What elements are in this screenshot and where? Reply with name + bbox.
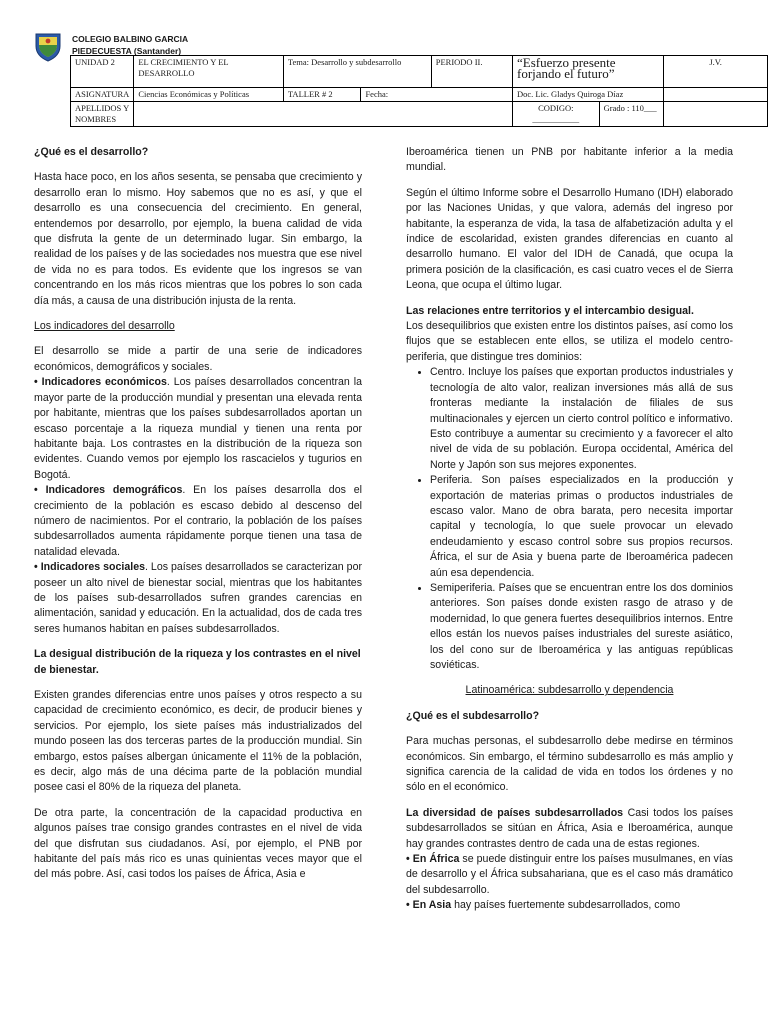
paragraph-indicadores: El desarrollo se mide a partir de una serie de indicadores económicos, demográficos y sociales. [34, 345, 362, 373]
list-item-centro: • Centro. Incluye los países que exportan productos industriales y tecnología de alto valor, realizan inversiones más allá de sus fronteras mediante la instalación de filiales de sus multinacionales y ejercen un cierto control político e informativo. Esto contribuye a aumentar su crecimiento y a favorecer el alto nivel de vida de su población. Europa occidental, América del Norte y Japón son sus mejores exponentes. [430, 365, 733, 473]
motto-cell: “Esfuerzo presente forjando el futuro” [513, 56, 664, 88]
tema-cell: Tema: Desarrollo y subdesarrollo [283, 56, 431, 88]
label-ind-economicos: • Indicadores económicos [34, 376, 167, 389]
paragraph-diversidad [406, 806, 733, 852]
paragraph-ind-demograficos [34, 483, 362, 560]
asignatura-label-cell: ASIGNATURA [71, 88, 134, 102]
name-input-cell[interactable] [134, 102, 513, 127]
paragraph-africa [406, 852, 733, 898]
right-column [406, 145, 733, 914]
paragraph-ind-sociales [34, 560, 362, 637]
subject-cell: Ciencias Económicas y Políticas [134, 88, 284, 102]
text-asia: hay países fuertemente subdesarrollados, como [451, 899, 681, 912]
heading-indicadores: Los indicadores del desarrollo [34, 320, 175, 333]
paragraph-idh: Según el último Informe sobre el Desarrollo Humano (IDH) elaborado por las Naciones Unidas, y que valora, además del ingreso por habitante, la esperanza de vida, la tasa de alfabetización adulta y el índice de escolaridad, existen grandes diferencias en cuanto al desarrollo humano. El valor del IDH de Canadá, que ocupa la primera posición de la clasificación, es casi cuatro veces el de Sierra Leona, que ocupa el último lugar. [406, 186, 733, 292]
heading-latinoamerica: Latinoamérica: subdesarrollo y dependencia [465, 684, 674, 697]
paragraph-centro-periferia: Los desequilibrios que existen entre los distintos países, así como los flujos que se establecen ente ellos, se utiliza el modelo centro-periferia, que distingue tres dominios: [406, 320, 733, 363]
codigo-cell: CODIGO: ___________ [513, 102, 600, 127]
label-asia: • En Asia [406, 899, 452, 912]
unidad-title-cell: EL CRECIMIENTO Y EL DESARROLLO [134, 56, 284, 88]
heading-que-es-desarrollo: ¿Qué es el desarrollo? [34, 146, 149, 158]
heading-desigual-distribucion: La desigual distribución de la riqueza y los contrastes en el nivel de bienestar. [34, 648, 361, 676]
school-city: PIEDECUESTA (Santander) [72, 46, 182, 56]
paragraph-pnb: Iberoamérica tienen un PNB por habitante inferior a la media mundial. [406, 146, 733, 174]
left-column [34, 145, 362, 893]
paragraph-subdesarrollo: Para muchas personas, el subdesarrollo debe medirse en términos económicos. Sin embargo, el término subdesarrollo es más amplio y significa carencia de la calidad de vida en todos los órdenes y no sólo en el económico. [406, 735, 733, 794]
fecha-cell: Fecha: [361, 88, 513, 102]
paragraph-diferencias: Existen grandes diferencias entre unos países y otros respecto a su capacidad de crecimiento económico, es decir, de producir bienes y servicios. Por ejemplo, los siete países más industrializados del mundo poseen las dos terceras partes de la producción mundial. Sin embargo, estos países albergan únicamente el 11% de la población, es decir, algo más de una décima parte de la población mundial posee casi el 80% de la riqueza del planeta. [34, 689, 362, 794]
heading-relaciones-territorios: Las relaciones entre territorios y el intercambio desigual. [406, 304, 694, 317]
paragraph-asia [406, 898, 733, 913]
school-heading [72, 33, 188, 57]
heading-que-es-subdesarrollo: ¿Qué es el subdesarrollo? [406, 709, 540, 722]
label-diversidad: La diversidad de países subdesarrollados [406, 806, 624, 819]
school-crest-logo [33, 30, 63, 62]
label-africa: • En África [406, 853, 460, 866]
taller-cell: TALLER # 2 [283, 88, 361, 102]
periodo-cell: PERIODO II. [431, 56, 512, 88]
apellidos-label-cell: APELLIDOS Y NOMBRES [71, 102, 134, 127]
text-ind-economicos: . Los países desarrollados concentran la mayor parte de la producción mundial y presentan una elevada renta por habitante, mientras que los países subdesarrollados aportan un escaso porcentaje a la riqueza mundial y tienen una renta por habitante baja. Los contrastes en la distribución de la riqueza son evidentes. Cuando vemos por ejemplo los rascacielos y tugurios en Bogotá. [34, 376, 362, 481]
school-name: COLEGIO BALBINO GARCIA [72, 34, 189, 44]
teacher-cell: Doc. Lic. Gladys Quiroga Díaz [513, 88, 664, 102]
grado-cell: Grado : 110___ [599, 102, 664, 127]
paragraph-ind-economicos [34, 375, 362, 483]
paragraph-intro: Hasta hace poco, en los años sesenta, se pensaba que crecimiento y desarrollo eran lo mismo. Hoy sabemos que no es así, y que el desarrollo es una consecuencia del crecimiento. En general, entendemos por desarrollo, por ejemplo, la buena calidad de vida que disfruta la gente de un determinado lugar. Sin embargo, la realidad de los países y de las sociedades nos muestra que ese nivel de vida no es para todos. Es evidente que los ingresos se van concentrando en los más ricos mientras que los pobres lo son cada día más, a causa de una distribución injusta de la renta. [34, 171, 362, 307]
text-ind-demograficos: . En los países desarrolla dos el crecimiento de la población es escaso debido al descenso del número de nacimientos. Por el contrario, la población de los países subdesarrollados aumenta rápidamente porque tienen una tasa de natalidad elevada. [34, 484, 362, 558]
label-ind-demograficos: • Indicadores demográficos [34, 484, 183, 497]
row2-empty-cell [664, 88, 768, 102]
dominios-list [406, 365, 733, 673]
text-diversidad: Casi todos los países subdesarrollados se sitúan en África, Asia e Iberoamérica, aunque hay grandes contrastes dentro de cada una de estas regiones. [406, 806, 734, 850]
list-item-periferia: • Periferia. Son países especializados en la producción y exportación de materias primas o productos industriales de escaso valor. Mano de obra barata, pero necesita importar capital y tecnología, lo que suele provocar un elevado endeudamiento y escaso control sobre sus propios recursos. África, el sur de Asia y buena parte de Iberoamérica padecen aún esa dependencia. [430, 473, 733, 581]
label-ind-sociales: • Indicadores sociales [34, 561, 145, 574]
jv-cell: J.V. [664, 56, 768, 88]
text-ind-sociales: . Los países desarrollados se caracterizan por poseer un alto nivel de bienestar social, mientras que los habitantes de los países sub-desarrollados sufren grandes carencias en alimentación, sanidad y educación. En la actualidad, dos de cada tres seres humanos habitan en países subdesarrollados. [34, 561, 362, 635]
worksheet-header-table [70, 55, 768, 127]
row3-empty-cell [664, 102, 768, 127]
unidad-cell: UNIDAD 2 [71, 56, 134, 88]
text-africa: se puede distinguir entre los países musulmanes, en vías de desarrollo y el África subsahariana, que es el caso más dramático del subdesarrollo. [406, 853, 733, 896]
list-item-semiperiferia: • Semiperiferia. Países que se encuentran entre los dos dominios anteriores. Son países donde existen rasgo de atraso y de modernidad, lo que genera fuertes desequilibrios internos. Entre ellos están los nuevos países industriales del sureste asiático, los del cono sur de Iberoamérica y las antiguas repúblicas soviéticas. [430, 581, 733, 673]
paragraph-concentracion: De otra parte, la concentración de la capacidad productiva en algunos países trae consigo grandes contrastes en el nivel de vida del que disfrutan sus ciudadanos. Así, por ejemplo, el PNB por habitante del país más rico es unas quinientas veces mayor que el del más pobre. Así, casi todos los países de África, Asia e [34, 806, 362, 881]
